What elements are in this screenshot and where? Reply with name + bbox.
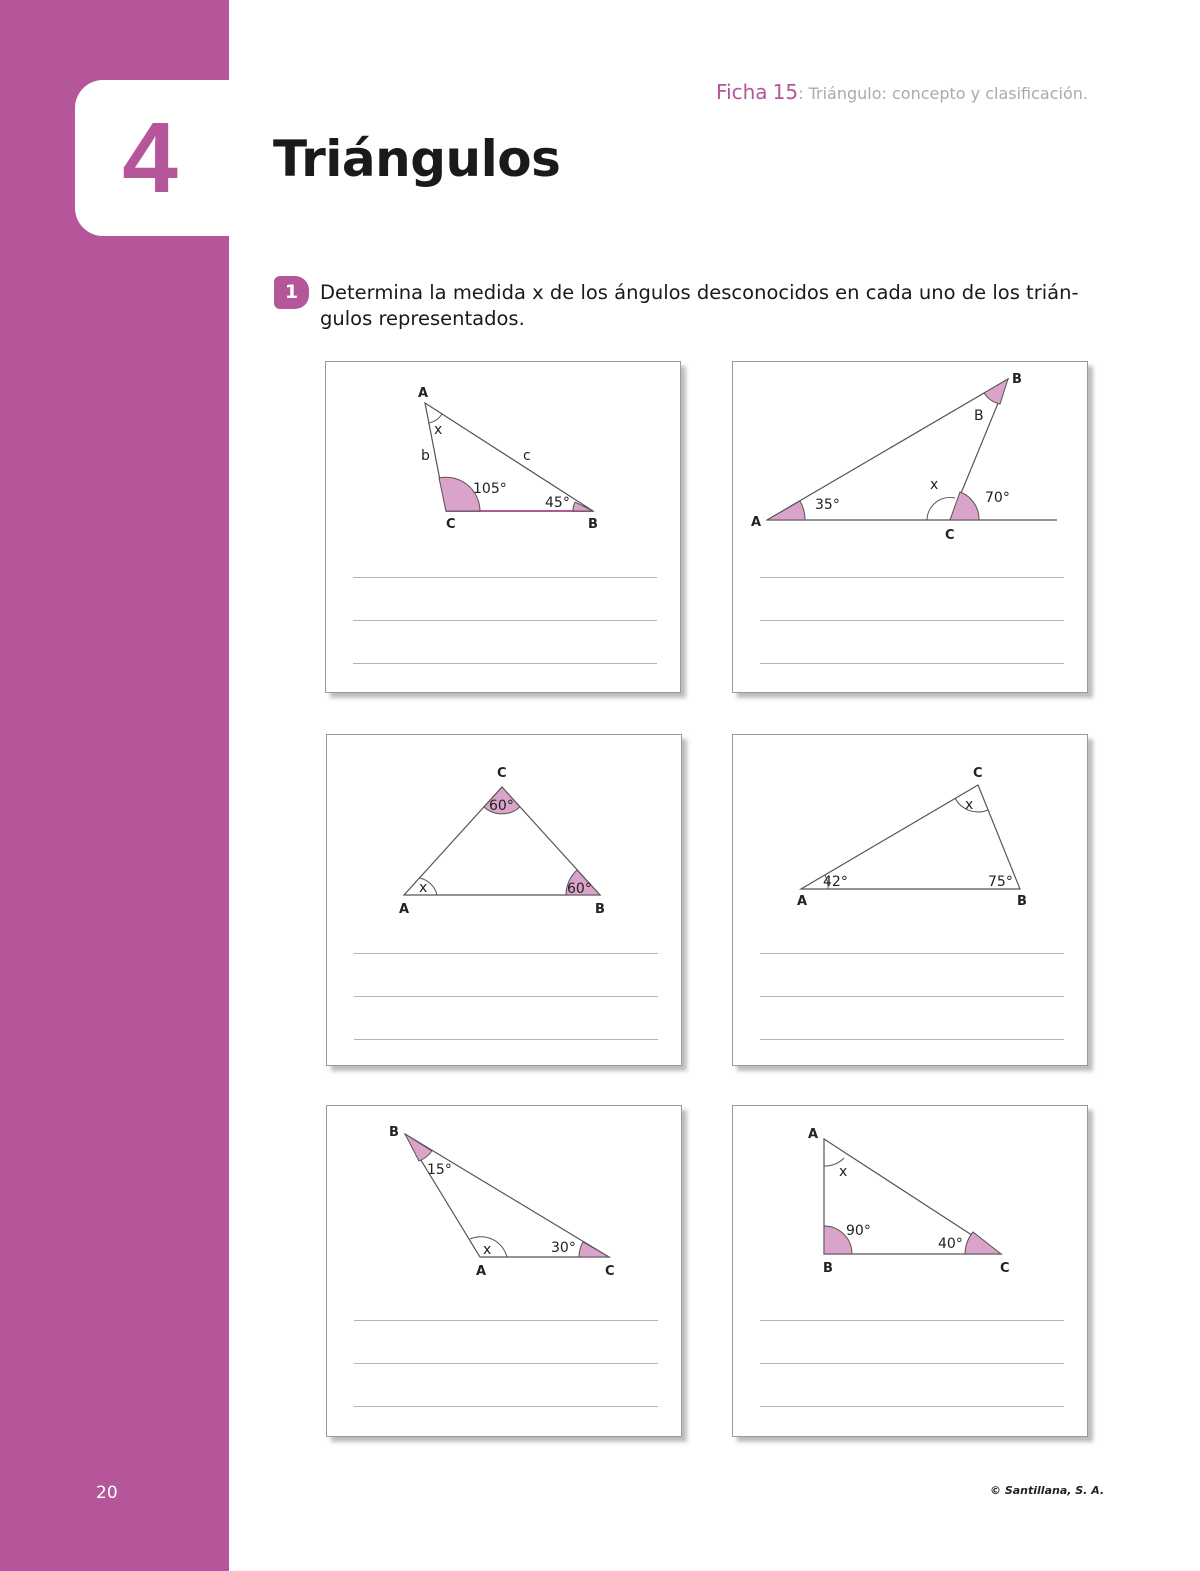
side-label: c bbox=[523, 448, 531, 464]
vertex-label: C bbox=[1000, 1261, 1010, 1276]
triangle-figure-4 bbox=[733, 735, 1089, 1067]
exercise-statement: Determina la medida x de los ángulos desconocidos en cada uno de los trián-gulos representados. bbox=[320, 281, 1079, 330]
vertex-label: A bbox=[476, 1264, 487, 1279]
triangle-card-4 bbox=[732, 734, 1088, 1066]
vertex-label: C bbox=[497, 766, 507, 781]
ficha-header bbox=[716, 80, 1088, 104]
vertex-label: A bbox=[418, 386, 429, 401]
vertex-label: B bbox=[588, 517, 598, 532]
vertex-label: A bbox=[797, 894, 808, 909]
angle-label: B bbox=[974, 408, 984, 424]
vertex-label: B bbox=[389, 1125, 399, 1140]
page-number: 20 bbox=[96, 1483, 118, 1503]
angle-label: 35° bbox=[815, 497, 840, 513]
vertex-label: A bbox=[399, 902, 410, 917]
answer-line[interactable] bbox=[760, 1039, 1064, 1040]
unit-number: 4 bbox=[122, 102, 178, 214]
angle-label: x bbox=[419, 880, 428, 896]
vertex-label: B bbox=[823, 1261, 833, 1276]
copyright: © Santillana, S. A. bbox=[990, 1484, 1105, 1497]
answer-line[interactable] bbox=[760, 577, 1064, 578]
angle-label: x bbox=[483, 1242, 492, 1258]
answer-line[interactable] bbox=[760, 663, 1064, 664]
vertex-label: B bbox=[1017, 894, 1027, 909]
triangle-figure-3 bbox=[327, 735, 683, 1067]
answer-line[interactable] bbox=[354, 953, 658, 954]
answer-line[interactable] bbox=[354, 1363, 658, 1364]
answer-line[interactable] bbox=[760, 953, 1064, 954]
side-label: b bbox=[421, 448, 430, 464]
triangle-card-2 bbox=[732, 361, 1088, 693]
ficha-number: 15 bbox=[772, 80, 799, 104]
vertex-label: A bbox=[751, 515, 762, 530]
triangle-figure-1 bbox=[326, 362, 682, 694]
answer-line[interactable] bbox=[354, 1039, 658, 1040]
angle-label: 90° bbox=[846, 1223, 871, 1239]
triangle-figure-6 bbox=[733, 1106, 1089, 1438]
angle-label: 42° bbox=[823, 874, 848, 890]
answer-line[interactable] bbox=[760, 1406, 1064, 1407]
vertex-label: C bbox=[605, 1264, 615, 1279]
answer-line[interactable] bbox=[353, 620, 657, 621]
angle-label: 30° bbox=[551, 1240, 576, 1256]
angle-label: 70° bbox=[985, 490, 1010, 506]
answer-line[interactable] bbox=[354, 1406, 658, 1407]
angle-label: 15° bbox=[427, 1162, 452, 1178]
angle-label: 40° bbox=[938, 1236, 963, 1252]
answer-line[interactable] bbox=[760, 996, 1064, 997]
vertex-label: C bbox=[446, 517, 456, 532]
angle-label: 60° bbox=[489, 798, 514, 814]
angle-label: 75° bbox=[988, 874, 1013, 890]
angle-label: 105° bbox=[473, 481, 507, 497]
vertex-label: C bbox=[945, 528, 955, 543]
angle-label: x bbox=[965, 797, 974, 813]
answer-line[interactable] bbox=[353, 663, 657, 664]
vertex-label: B bbox=[595, 902, 605, 917]
answer-line[interactable] bbox=[354, 1320, 658, 1321]
angle-label: 60° bbox=[567, 881, 592, 897]
triangle-card-6 bbox=[732, 1105, 1088, 1437]
angle-label: 45° bbox=[545, 495, 570, 511]
answer-line[interactable] bbox=[353, 577, 657, 578]
ficha-topic: : Triángulo: concepto y clasificación. bbox=[798, 84, 1088, 103]
vertex-label: C bbox=[973, 766, 983, 781]
answer-line[interactable] bbox=[760, 620, 1064, 621]
triangle-figure-5 bbox=[327, 1106, 683, 1438]
angle-label: x bbox=[930, 477, 939, 493]
answer-line[interactable] bbox=[760, 1363, 1064, 1364]
vertex-label: B bbox=[1012, 372, 1022, 387]
triangle-figure-2 bbox=[733, 362, 1089, 694]
angle-label: x bbox=[434, 422, 443, 438]
answer-line[interactable] bbox=[354, 996, 658, 997]
page-title: Triángulos bbox=[273, 130, 561, 188]
triangle-card-5 bbox=[326, 1105, 682, 1437]
exercise-number-badge: 1 bbox=[274, 276, 309, 309]
answer-line[interactable] bbox=[760, 1320, 1064, 1321]
angle-label: x bbox=[839, 1164, 848, 1180]
ficha-label: Ficha bbox=[716, 80, 768, 104]
triangle-card-1 bbox=[325, 361, 681, 693]
triangle-card-3 bbox=[326, 734, 682, 1066]
vertex-label: A bbox=[808, 1127, 819, 1142]
